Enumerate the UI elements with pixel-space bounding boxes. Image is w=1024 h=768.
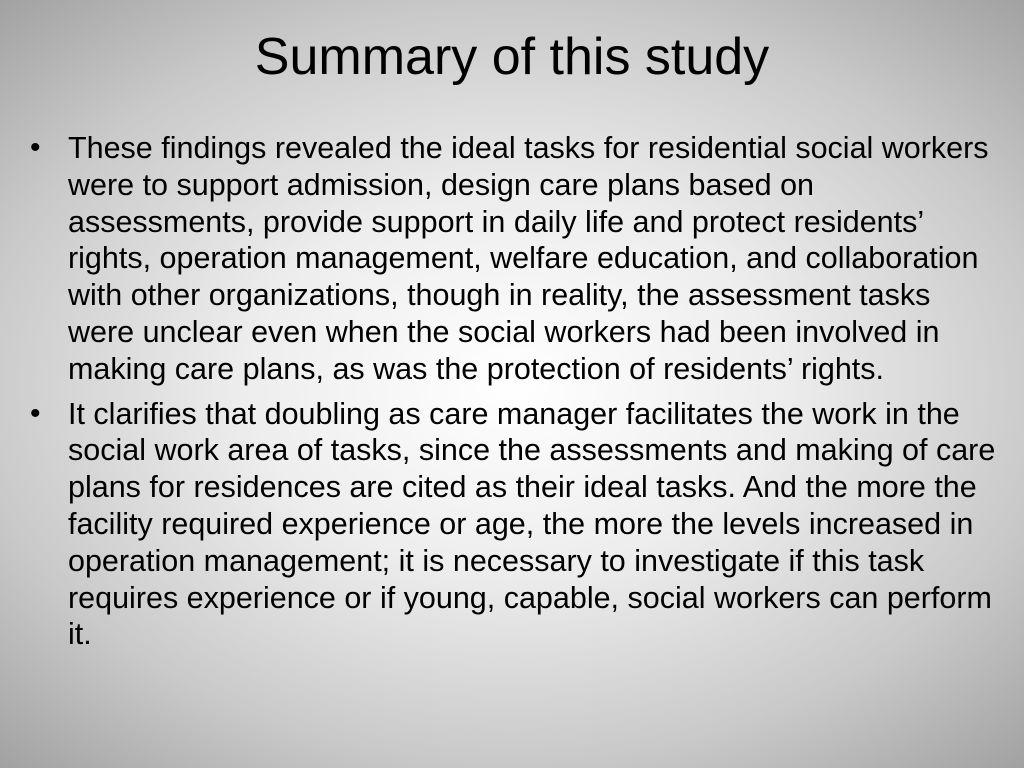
bullet-text: It clarifies that doubling as care manager facilitates the work in the social work area of tasks, since the assessments and making of care plans for residences are cited as their ideal tasks. And the more the facility required experience or age, the more the levels increased in operation management; it is necessary to investigate if this task requires experience or if young, capable, social workers can perform it. xyxy=(68,396,996,652)
bullet-item xyxy=(28,396,1003,654)
bullet-marker: • xyxy=(30,131,41,164)
bullet-item xyxy=(28,130,1003,388)
bullet-list xyxy=(28,130,1003,661)
bullet-text: These findings revealed the ideal tasks for residential social workers were to support admission, design care plans based on assessments, provide support in daily life and protect residents’ rights, operation management, welfare education, and collaboration with other organizations, though in reality, the assessment tasks were unclear even when the social workers had been involved in making care plans, as was the protection of residents’ rights. xyxy=(68,131,989,386)
bullet-marker: • xyxy=(30,396,41,430)
slide-title: Summary of this study xyxy=(254,28,770,86)
